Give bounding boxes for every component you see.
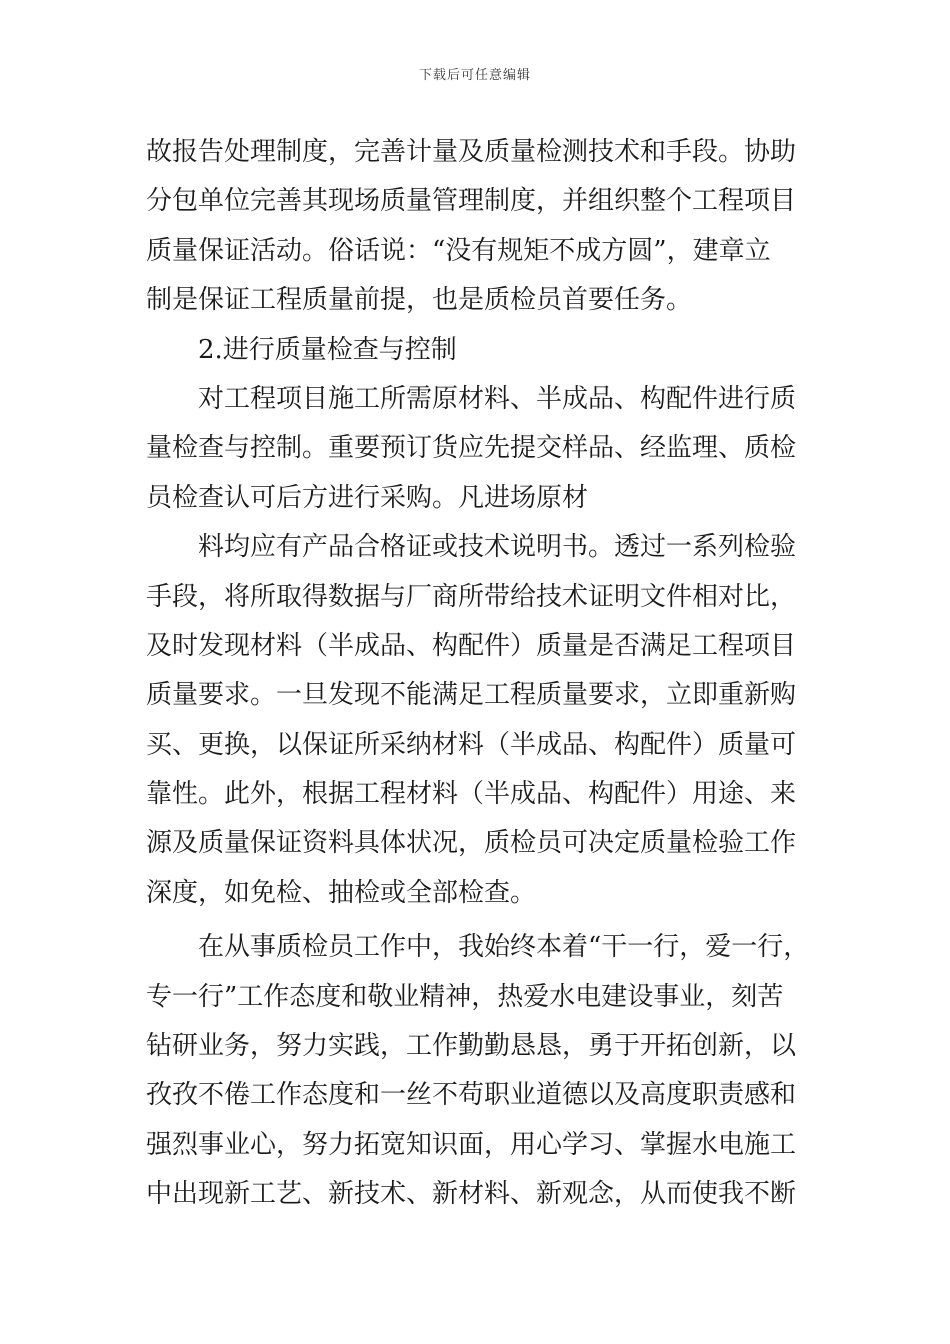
paragraph (146, 523, 818, 918)
text-line: 钻研业务，努力实践，工作勤勤恳恳，勇于开拓创新，以 (146, 1031, 797, 1062)
page-header: 下载后可任意编辑 (418, 68, 531, 83)
text-line: 手段，将所取得数据与厂商所带给技术证明文件相对比， (146, 581, 797, 612)
text-line: 分包单位完善其现场质量管理制度，并组织整个工程项目 (146, 186, 797, 217)
text-line: 对工程项目施工所需原材料、半成品、构配件进行质 (198, 383, 797, 414)
text-line: 专一行”工作态度和敬业精神，热爱水电建设事业，刻苦 (146, 981, 784, 1012)
text-line: 量检查与控制。重要预订货应先提交样品、经监理、质检 (146, 433, 797, 464)
text-line: 中出现新工艺、新技术、新材料、新观念，从而使我不断 (146, 1179, 797, 1210)
text-line: 靠性。此外，根据工程材料（半成品、构配件）用途、来 (146, 779, 797, 810)
heading-line: 2.进行质量检查与控制 (198, 334, 457, 365)
text-line: 买、更换，以保证所采纳材料（半成品、构配件）质量可 (146, 729, 797, 760)
text-line: 料均应有产品合格证或技术说明书。透过一系列检验 (198, 532, 797, 563)
text-line: 故报告处理制度，完善计量及质量检测技术和手段。协助 (146, 137, 797, 167)
text-line: 质量要求。一旦发现不能满足工程质量要求，立即重新购 (146, 680, 797, 711)
text-line: 制是保证工程质量前提，也是质检员首要任务。 (146, 285, 693, 316)
section-heading (146, 326, 818, 375)
text-line: 质量保证活动。俗话说：“没有规矩不成方圆”，建章立 (146, 235, 771, 266)
paragraph (146, 128, 818, 326)
text-line: 源及质量保证资料具体状况，质检员可决定质量检验工作 (146, 828, 797, 859)
text-line: 及时发现材料（半成品、构配件）质量是否满足工程项目 (146, 630, 797, 661)
text-line: 在从事质检员工作中，我始终本着“干一行，爱一行， (198, 932, 810, 963)
text-line: 孜孜不倦工作态度和一丝不苟职业道德以及高度职责感和 (146, 1080, 797, 1111)
paragraph (146, 375, 818, 523)
text-line: 员检查认可后方进行采购。凡进场原材 (146, 482, 589, 513)
text-line: 深度，如免检、抽检或全部检查。 (146, 877, 537, 908)
paragraph (146, 923, 818, 1219)
text-line: 强烈事业心，努力拓宽知识面，用心学习、掌握水电施工 (146, 1129, 797, 1160)
document-body (146, 128, 818, 1220)
